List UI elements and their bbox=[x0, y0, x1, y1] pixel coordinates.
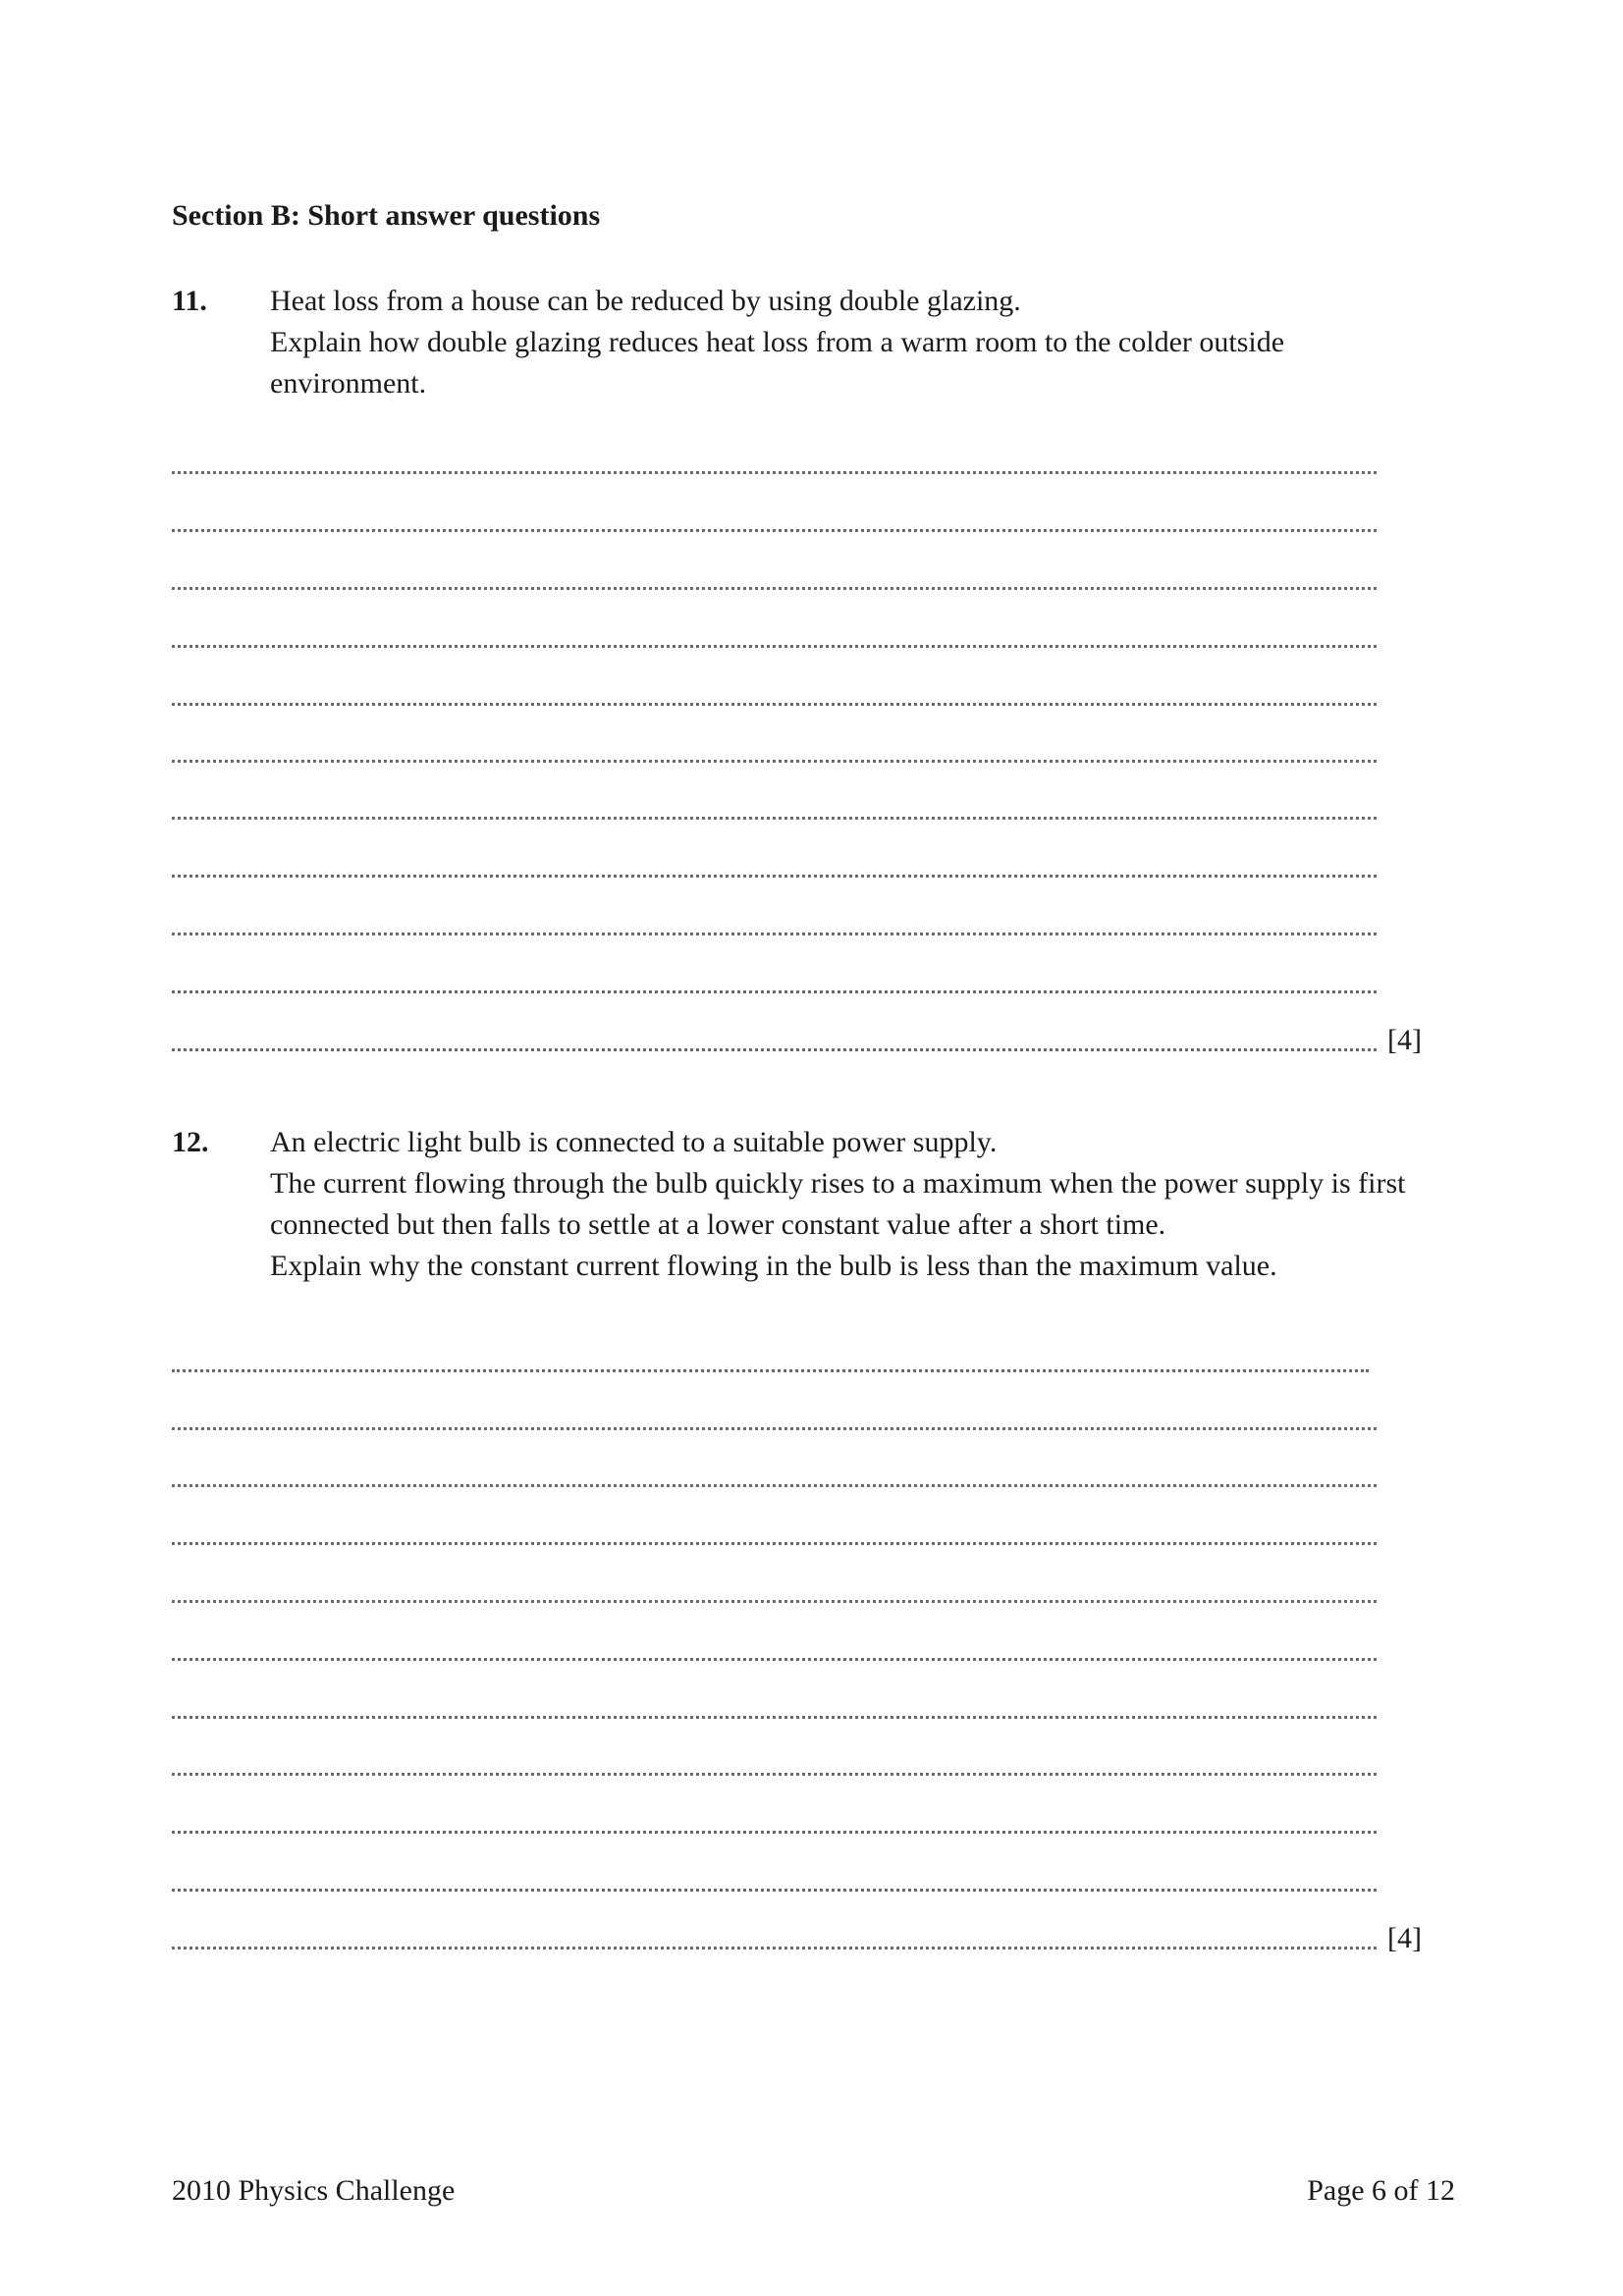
page-number: Page 6 of 12 bbox=[1307, 2174, 1455, 2207]
answer-line[interactable] bbox=[172, 1887, 1377, 1892]
answer-line[interactable] bbox=[172, 643, 1377, 648]
answer-line[interactable] bbox=[172, 585, 1377, 590]
answer-line[interactable] bbox=[172, 1367, 1369, 1372]
answer-line[interactable] bbox=[172, 988, 1377, 993]
answer-line[interactable] bbox=[172, 873, 1377, 878]
section-heading: Section B: Short answer questions bbox=[172, 199, 601, 232]
answer-line[interactable] bbox=[172, 1945, 1377, 1949]
answer-line[interactable] bbox=[172, 1425, 1377, 1430]
answer-line[interactable] bbox=[172, 1046, 1377, 1051]
question-line: Explain why the constant current flowing in the bulb is less than the maximum value. bbox=[270, 1250, 1277, 1282]
question-line: Heat loss from a house can be reduced by using double glazing. bbox=[270, 285, 1021, 317]
question-line: Explain how double glazing reduces heat loss from a warm room to the colder outside bbox=[270, 326, 1285, 358]
footer-title: 2010 Physics Challenge bbox=[172, 2174, 456, 2207]
answer-line[interactable] bbox=[172, 527, 1377, 532]
question-number: 12. bbox=[172, 1126, 209, 1158]
question-line: The current flowing through the bulb quickly rises to a maximum when the power supply is first bbox=[270, 1167, 1406, 1200]
answer-line[interactable] bbox=[172, 1771, 1377, 1776]
answer-line[interactable] bbox=[172, 815, 1377, 820]
answer-line[interactable] bbox=[172, 931, 1377, 935]
marks-label: [4] bbox=[1387, 1922, 1422, 1954]
answer-line[interactable] bbox=[172, 758, 1377, 763]
question-line: An electric light bulb is connected to a suitable power supply. bbox=[270, 1126, 998, 1158]
answer-line[interactable] bbox=[172, 1829, 1377, 1834]
marks-label: [4] bbox=[1387, 1024, 1422, 1056]
question-line: environment. bbox=[270, 367, 427, 400]
answer-line[interactable] bbox=[172, 1540, 1377, 1545]
question-number: 11. bbox=[172, 285, 207, 317]
answer-line[interactable] bbox=[172, 701, 1377, 706]
question-text bbox=[270, 281, 1478, 404]
answer-line[interactable] bbox=[172, 1656, 1377, 1661]
answer-line[interactable] bbox=[172, 1598, 1377, 1603]
answer-line[interactable] bbox=[172, 1714, 1377, 1719]
question-line: connected but then falls to settle at a lower constant value after a short time. bbox=[270, 1208, 1166, 1241]
question-text bbox=[270, 1122, 1478, 1287]
answer-line[interactable] bbox=[172, 1482, 1377, 1487]
answer-line[interactable] bbox=[172, 469, 1377, 474]
